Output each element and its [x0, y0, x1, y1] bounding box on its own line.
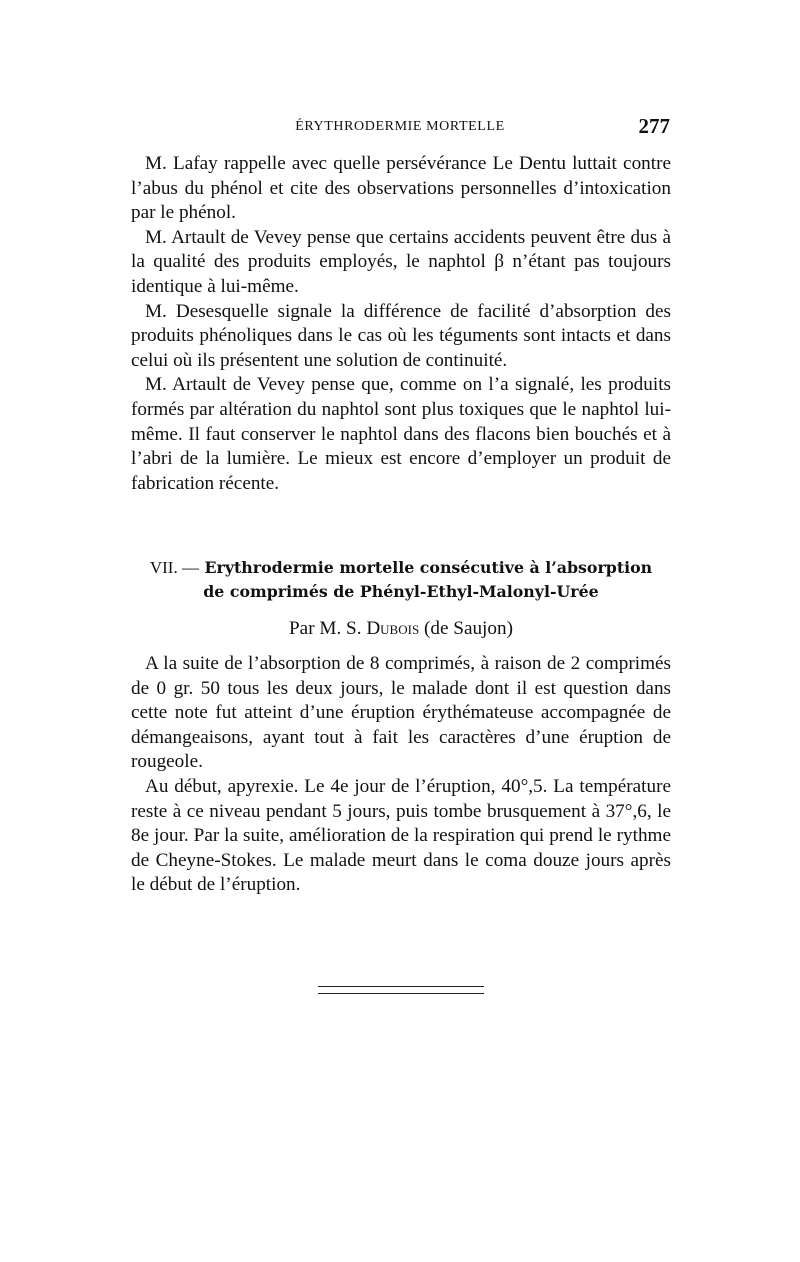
paragraph: M. Artault de Vevey pense que, comme on l’a signalé, les produits formés par altération du naphtol sont plus toxiques que le naphtol lui-même. Il faut conserver le naphtol dans des flacons bien bouchés et à l’abri de la lumière. Le mieux est encore d’employer un produit de fabrication récente.: [131, 374, 671, 494]
paragraph: A la suite de l’absorption de 8 comprimés, à raison de 2 comprimés de 0 gr. 50 tous les deux jours, le malade dont il est question dans cette note fut atteint d’une éruption érythémateuse accompagnée de démangeaisons, ayant tout à fait les caractères d’une éruption de rougeole.: [131, 653, 671, 773]
author-suffix: (de Saujon): [423, 618, 513, 639]
author-line: [131, 618, 671, 640]
paragraph: M. Desesquelle signale la différence de facilité d’absorption des produits phénoliques dans le cas où les téguments sont intacts et dans celui où ils présentent une solution de continuité.: [131, 300, 671, 371]
article-heading: [131, 556, 671, 604]
article-title-line-1: Erythrodermie mortelle consécutive à l’absorption: [204, 558, 653, 577]
page-number: 277: [638, 114, 670, 138]
end-rule: [318, 986, 484, 994]
article-number: VII. —: [149, 558, 199, 577]
author-name: Dubois: [366, 618, 420, 639]
article-body: [131, 652, 671, 898]
discussion-section: [131, 152, 671, 496]
paragraph: M. Artault de Vevey pense que certains accidents peuvent être dus à la qualité des produits employés, le naphtol β n’étant pas toujours identique à lui-même.: [131, 226, 671, 297]
author-prefix: Par M. S.: [289, 618, 362, 639]
article-heading-line-1: [131, 556, 671, 580]
paragraph: M. Lafay rappelle avec quelle persévérance Le Dentu luttait contre l’abus du phénol et cite des observations personnelles d’intoxication par le phénol.: [131, 153, 671, 224]
running-title: ÉRYTHRODERMIE MORTELLE: [295, 119, 505, 134]
article-title-line-2: de comprimés de Phényl-Ethyl-Malonyl-Urée: [203, 582, 599, 601]
paragraph: Au début, apyrexie. Le 4e jour de l’éruption, 40°,5. La température reste à ce niveau pendant 5 jours, puis tombe brusquement à 37°,6, le 8e jour. Par la suite, amélioration de la respiration qui prend le rythme de Cheyne-Stokes. Le malade meurt dans le coma douze jours après le début de l’éruption.: [131, 775, 671, 896]
running-head: [130, 116, 670, 140]
